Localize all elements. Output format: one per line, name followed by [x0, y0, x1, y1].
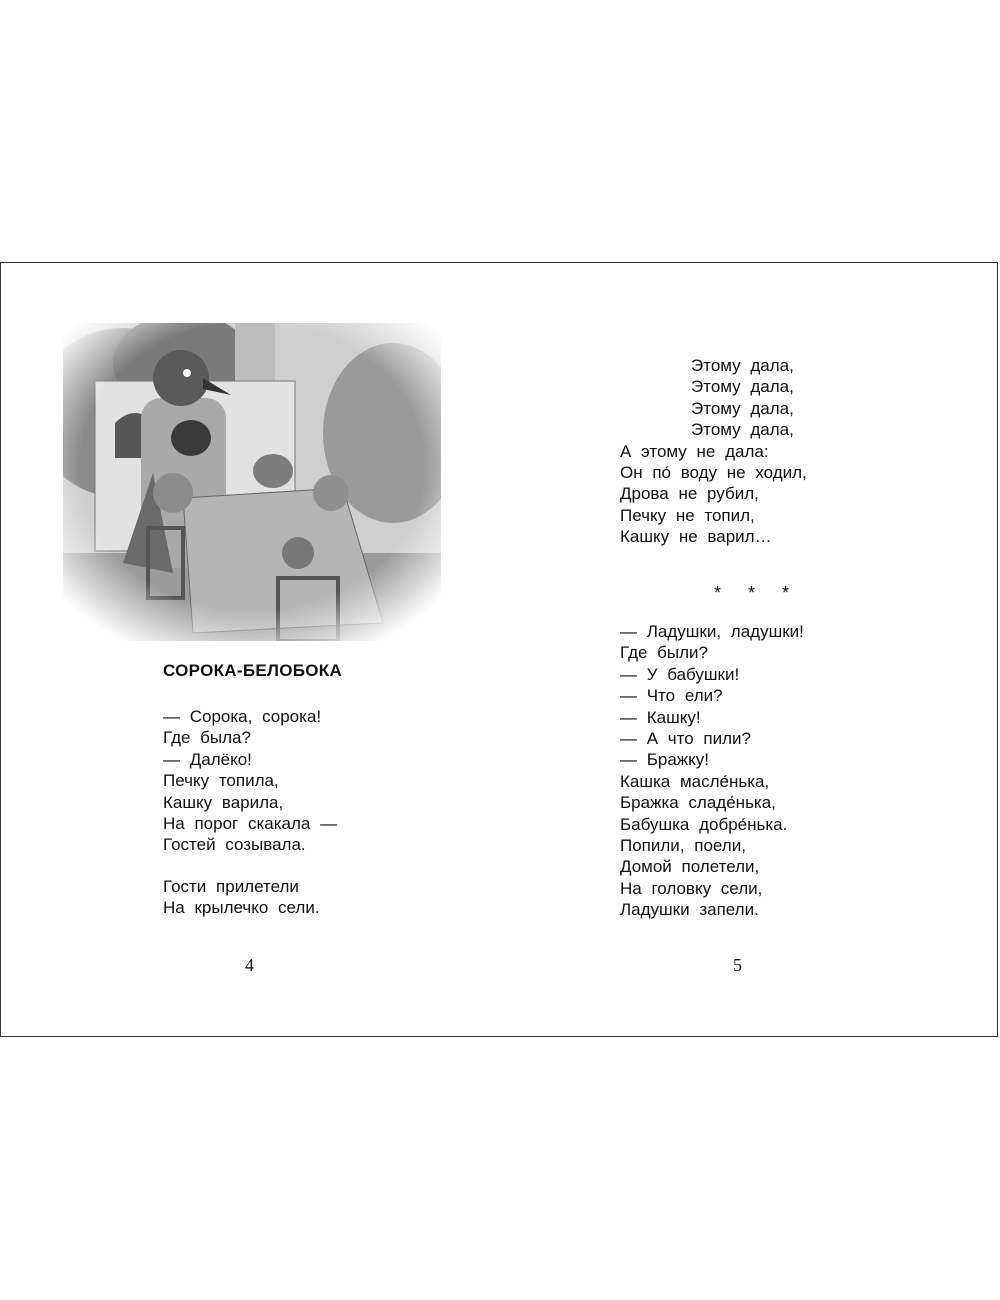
- poem-line: Где была?: [163, 728, 251, 748]
- poem-line: Кашку варила,: [163, 792, 284, 812]
- section-separator: * * *: [714, 583, 801, 603]
- poem-line: — Ладушки, ладушки!: [620, 622, 804, 641]
- page-number: 4: [245, 955, 254, 975]
- poem-stanza: [620, 355, 807, 548]
- poem-line: Этому дала,: [691, 420, 794, 440]
- poem-line: Этому дала,: [691, 398, 794, 418]
- left-page: [1, 263, 500, 1036]
- poem-line: Домой полетели,: [620, 857, 760, 877]
- poem-stanza: [620, 621, 804, 921]
- poem-line: Этому дала,: [691, 377, 794, 397]
- poem-line: Он по́ воду не ходил,: [620, 463, 807, 483]
- poem-line: На головку сели,: [620, 878, 763, 898]
- poem-stanza: [163, 876, 320, 919]
- poem-line: Ладушки запели.: [620, 900, 759, 920]
- poem-line: — У бабушки!: [620, 664, 740, 684]
- poem-line: Бабушка добре́нька.: [620, 814, 788, 834]
- poem-line: — А что пили?: [620, 729, 751, 749]
- poem-line: — Бражку!: [620, 750, 710, 770]
- poem-line: Кашка масле́нька,: [620, 771, 770, 791]
- poem-line: На крылечко сели.: [163, 898, 320, 918]
- book-spread: [0, 262, 998, 1037]
- poem-line: — Далёко!: [163, 749, 252, 769]
- poem-line: Гостей созывала.: [163, 835, 306, 855]
- poem-line: — Кашку!: [620, 707, 701, 727]
- poem-title: СОРОКА-БЕЛОБОКА: [163, 661, 343, 680]
- poem-stanza: [163, 706, 337, 856]
- magpie-feeding-animals-illustration: [63, 323, 441, 641]
- poem-line: Где были?: [620, 643, 708, 663]
- poem-line: Дрова не рубил,: [620, 484, 759, 504]
- poem-line: Бражка сладе́нька,: [620, 793, 776, 813]
- poem-line: Попили, поели,: [620, 836, 746, 856]
- poem-line: Гости прилетели: [163, 877, 299, 896]
- poem-line: — Сорока, сорока!: [163, 707, 322, 726]
- poem-line: Кашку не варил…: [620, 527, 772, 547]
- poem-line: А этому не дала:: [620, 441, 769, 461]
- poem-line: Печку топила,: [163, 771, 279, 791]
- right-page: [500, 263, 999, 1036]
- poem-line: — Что ели?: [620, 686, 723, 706]
- poem-line: Этому дала,: [691, 356, 794, 375]
- page-number: 5: [733, 955, 742, 975]
- poem-line: Печку не топил,: [620, 505, 755, 525]
- poem-line: На порог скакала —: [163, 814, 338, 834]
